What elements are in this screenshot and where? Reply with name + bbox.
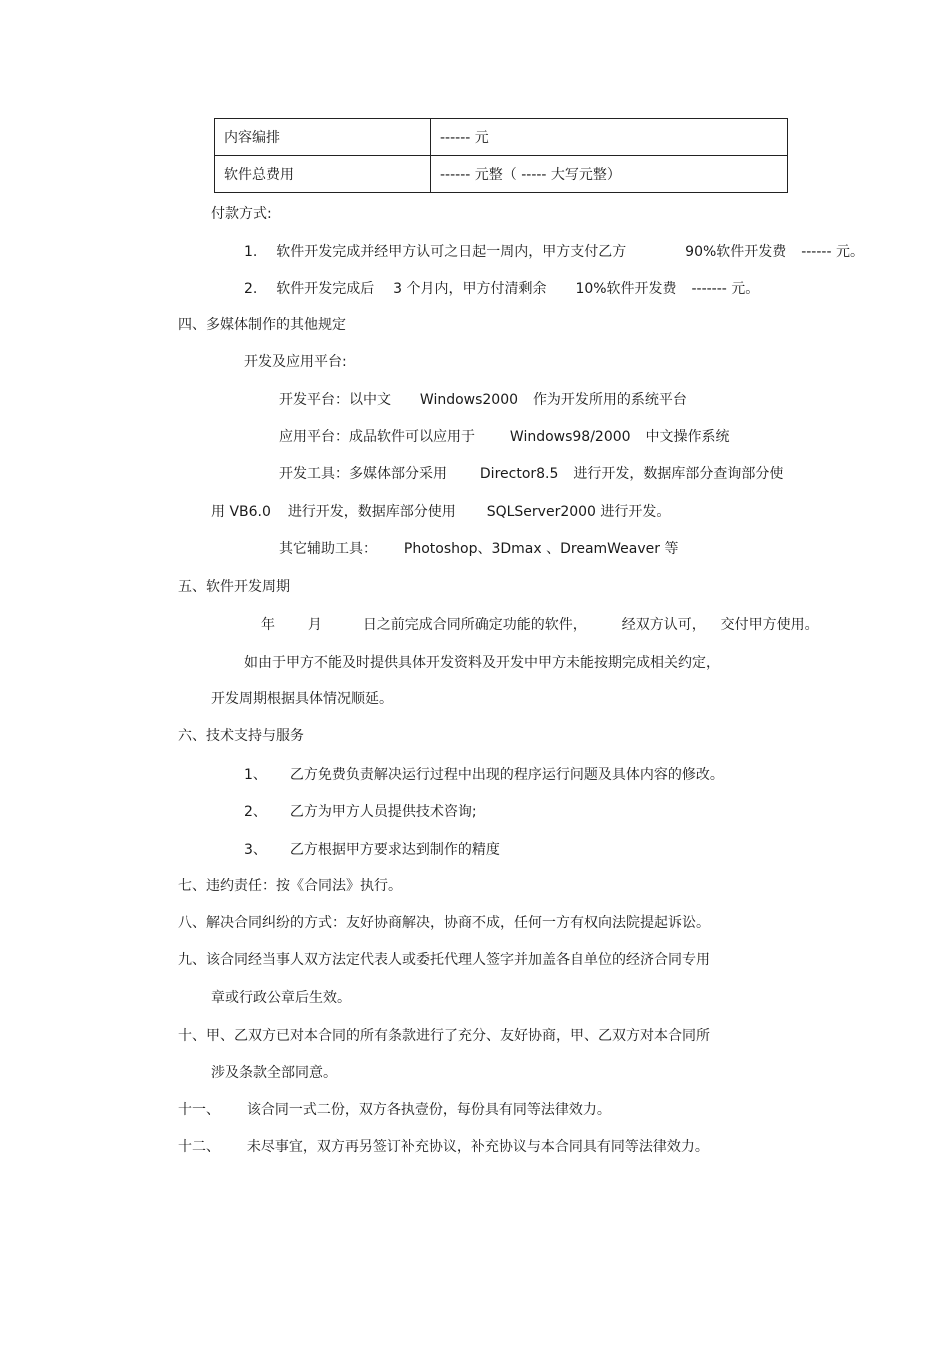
section-number: 十二、 bbox=[178, 1139, 220, 1155]
section-10-line-1: 十、甲、乙双方已对本合同的所有条款进行了充分、友好协商，甲、乙双方对本合同所 bbox=[178, 1028, 710, 1044]
item-text: ------ 元。 bbox=[801, 244, 864, 260]
dev-tools bbox=[279, 465, 783, 483]
item-text: 10%软件开发费 bbox=[575, 281, 677, 297]
item-text: 软件开发完成并经甲方认可之日起一周内，甲方支付乙方 bbox=[276, 244, 627, 260]
text: 其它辅助工具： bbox=[279, 541, 377, 557]
fee-amount-cell: ------ 元整（ ----- 大写元整） bbox=[431, 156, 788, 193]
text: 开发工具：多媒体部分采用 bbox=[279, 466, 447, 482]
section-5-heading: 五、软件开发周期 bbox=[178, 579, 290, 595]
item-text: 90%软件开发费 bbox=[685, 244, 787, 260]
text: 开发平台：以中文 bbox=[279, 392, 391, 408]
month-label: 月 bbox=[307, 617, 322, 633]
section-8: 八、解决合同纠纷的方式：友好协商解决，协商不成，任何一方有权向法院提起诉讼。 bbox=[178, 915, 710, 931]
dev-platform bbox=[279, 391, 687, 409]
item-text: 软件开发完成后 bbox=[276, 281, 375, 297]
item-text: 乙方免费负责解决运行过程中出现的程序运行问题及具体内容的修改。 bbox=[289, 767, 724, 783]
list-item bbox=[244, 841, 500, 859]
section-12 bbox=[178, 1138, 709, 1156]
section-4-heading: 四、多媒体制作的其他规定 bbox=[178, 317, 346, 333]
list-item bbox=[244, 766, 724, 784]
text: 作为开发所用的系统平台 bbox=[532, 392, 687, 408]
table-row bbox=[215, 156, 788, 193]
dev-tools-continued bbox=[211, 503, 670, 521]
section-9-line-1: 九、该合同经当事人双方法定代表人或委托代理人签字并加盖各自单位的经济合同专用 bbox=[178, 952, 710, 968]
item-text: ------- 元。 bbox=[691, 281, 760, 297]
text: 用 VB6.0 bbox=[211, 504, 271, 520]
text: Photoshop、3Dmax 、DreamWeaver 等 bbox=[403, 541, 679, 557]
schedule-delay-line: 如由于甲方不能及时提供具体开发资料及开发中甲方未能按期完成相关约定， bbox=[244, 655, 720, 671]
item-number: 3、 bbox=[244, 842, 267, 858]
section-7: 七、违约责任：按《合同法》执行。 bbox=[178, 878, 402, 894]
text: Windows98/2000 bbox=[509, 429, 631, 445]
fee-item-cell: 内容编排 bbox=[215, 119, 431, 156]
schedule-delay-line-2: 开发周期根据具体情况顺延。 bbox=[211, 691, 393, 707]
year-label: 年 bbox=[261, 617, 275, 633]
text: 进行开发，数据库部分使用 bbox=[287, 504, 456, 520]
section-6-heading: 六、技术支持与服务 bbox=[178, 728, 304, 744]
platform-subheading: 开发及应用平台: bbox=[244, 354, 347, 370]
text: 中文操作系统 bbox=[645, 429, 730, 445]
table-row bbox=[215, 119, 788, 156]
payment-item-1 bbox=[244, 243, 864, 261]
payment-heading: 付款方式: bbox=[211, 206, 272, 222]
section-text: 该合同一式二份，双方各执壹份，每份具有同等法律效力。 bbox=[246, 1102, 611, 1118]
fee-item-cell: 软件总费用 bbox=[215, 156, 431, 193]
item-number: 1、 bbox=[244, 767, 267, 783]
app-platform bbox=[279, 428, 729, 446]
schedule-line bbox=[261, 616, 819, 634]
text: Director8.5 bbox=[479, 466, 559, 482]
item-text: 乙方根据甲方要求达到制作的精度 bbox=[289, 842, 500, 858]
fee-table bbox=[214, 118, 788, 193]
item-number: 1. bbox=[244, 244, 258, 260]
item-number: 2. bbox=[244, 281, 258, 297]
item-text: 乙方为甲方人员提供技术咨询; bbox=[289, 804, 477, 820]
section-11 bbox=[178, 1101, 611, 1119]
text: 进行开发，数据库部分查询部分使 bbox=[573, 466, 784, 482]
text: 应用平台：成品软件可以应用于 bbox=[279, 429, 475, 445]
text: Windows2000 bbox=[419, 392, 519, 408]
section-text: 未尽事宜，双方再另签订补充协议，补充协议与本合同具有同等法律效力。 bbox=[246, 1139, 709, 1155]
text: 经双方认可， bbox=[621, 617, 706, 633]
other-tools bbox=[279, 540, 678, 558]
payment-item-2 bbox=[244, 280, 759, 298]
text: SQLServer2000 进行开发。 bbox=[486, 504, 671, 520]
text: 日之前完成合同所确定功能的软件， bbox=[362, 617, 587, 633]
section-10-line-2: 涉及条款全部同意。 bbox=[211, 1065, 337, 1081]
item-number: 2、 bbox=[244, 804, 267, 820]
list-item bbox=[244, 803, 477, 821]
section-9-line-2: 章或行政公章后生效。 bbox=[211, 990, 351, 1006]
fee-amount-cell: ------ 元 bbox=[431, 119, 788, 156]
item-text: 3 个月内，甲方付清剩余 bbox=[393, 281, 547, 297]
section-number: 十一、 bbox=[178, 1102, 220, 1118]
text: 交付甲方使用。 bbox=[720, 617, 819, 633]
